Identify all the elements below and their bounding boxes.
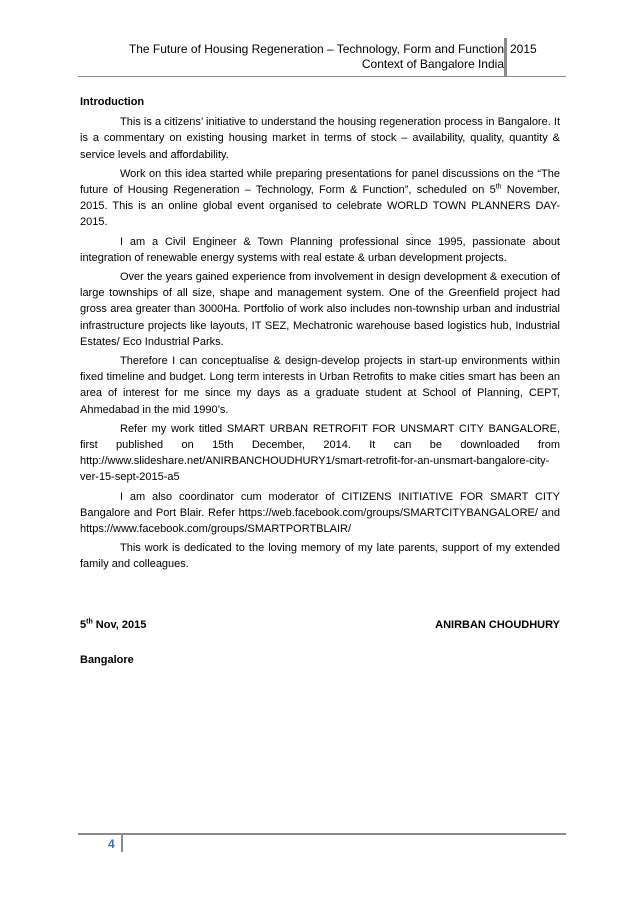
- paragraph-coordinator: I am also coordinator cum moderator of CITIZENS INITIATIVE FOR SMART CITY Bangalore and Port Blair. Refer https://web.facebook.com/groups/SMARTCITYBANGALORE/ and https://www.facebook.com/groups/SMARTPORTBLAIR/: [80, 490, 560, 536]
- footer-divider-vertical: [121, 833, 123, 852]
- signature-date-rest: Nov, 2015: [92, 619, 147, 631]
- paragraph-reference: Refer my work titled SMART URBAN RETROFIT FOR UNSMART CITY BANGALORE, first published on 15th December, 2014. It can be downloaded from http://www.slideshare.net/ANIRBANCHOUDHURY1/smart-retrofit-for-an-unsmart-bangalore-city-ver-15-sept-2015-a5: [80, 422, 560, 484]
- paragraph-idea-text-a: Work on this idea started while preparing presentations for panel discussions on the “The future of Housing Regeneration – Technology, Form & Function”, scheduled on 5: [80, 167, 560, 197]
- footer-rule: [78, 833, 566, 835]
- author-name: ANIRBAN CHOUDHURY: [435, 619, 560, 631]
- running-header-title: [70, 42, 504, 72]
- paragraph-intro: This is a citizens’ initiative to understand the housing regeneration process in Bangalore. It is a commentary on existing housing market in terms of stock – availability, quality, quantity & service levels and affordability.: [80, 116, 560, 161]
- paragraph-experience: Over the years gained experience from involvement in design development & execution of large townships of all size, shape and management system. One of the Greenfield project had gross area greater than 3000Ha. Portfolio of work also includes non-township urban and industrial infrastructure projects like layouts, IT SEZ, Mechatronic warehouse based logistics hub, Industrial Estates/ Eco Industrial Parks.: [80, 271, 560, 348]
- paragraph-idea-text-b: November, 2015. This is an online global event organised to celebrate WORLD TOWN PLANNERS DAY-2015.: [80, 184, 560, 229]
- section-heading: Introduction: [80, 96, 145, 108]
- paragraph-profession: I am a Civil Engineer & Town Planning professional since 1995, passionate about integration of renewable energy systems with real estate & urban development projects.: [80, 235, 560, 264]
- header-divider-vertical: [504, 38, 507, 77]
- paragraph-idea-superscript: th: [495, 183, 502, 191]
- page-body: [80, 94, 560, 576]
- paragraph-capability: Therefore I can conceptualise & design-develop projects in start-up environments within fixed timeline and budget. Long term interests in Urban Retrofits to make cities smart has been an area of interest for me since my days as a graduate student at School of Planning, CEPT, Ahmedabad in the mid 1990’s.: [80, 355, 560, 416]
- signature-date: [80, 618, 146, 632]
- paragraph-idea: [80, 166, 560, 231]
- page-number: 4: [108, 837, 115, 851]
- header-title-line-1: The Future of Housing Regeneration – Technology, Form and Function: [128, 42, 504, 56]
- paragraph-dedication: This work is dedicated to the loving memory of my late parents, support of my extended family and colleagues.: [80, 542, 560, 571]
- header-year: 2015: [510, 42, 537, 56]
- signature-date-superscript: th: [86, 618, 93, 626]
- header-rule: [78, 76, 566, 77]
- signature-date-day: 5: [80, 619, 87, 631]
- signature-city: Bangalore: [80, 654, 134, 666]
- header-title-line-2: Context of Bangalore India: [361, 57, 504, 71]
